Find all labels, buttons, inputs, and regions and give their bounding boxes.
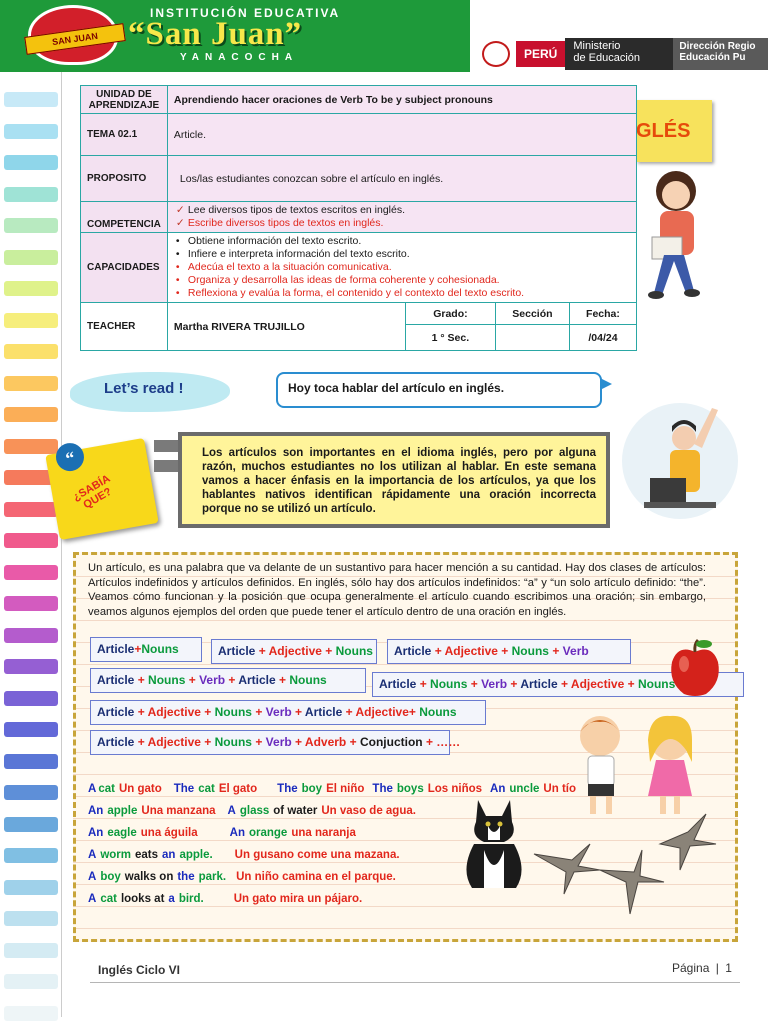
formula-ellipsis: + …… bbox=[422, 735, 461, 749]
footer-course: Inglés Ciclo VI bbox=[98, 963, 181, 977]
formula-4 bbox=[90, 668, 366, 693]
formula-plus: + bbox=[200, 735, 215, 749]
formula-adjective: Adjective bbox=[570, 677, 625, 691]
strip-bar bbox=[4, 974, 58, 989]
example-verb: eats bbox=[134, 849, 159, 861]
color-strip bbox=[0, 72, 62, 1017]
example-noun: apple bbox=[107, 805, 138, 817]
example-article: A bbox=[227, 805, 236, 817]
strip-bar bbox=[4, 155, 58, 170]
formula-nouns: Nouns bbox=[141, 642, 179, 656]
formula-article: Article bbox=[97, 735, 135, 749]
formula-article: Article bbox=[97, 673, 135, 687]
example-noun: boys bbox=[396, 783, 424, 795]
example-verb: looks at bbox=[120, 893, 165, 905]
teacher-label: TEACHER bbox=[81, 303, 168, 351]
example-noun: uncle bbox=[509, 783, 540, 795]
capacidades-list bbox=[167, 233, 636, 303]
strip-bar bbox=[4, 754, 58, 769]
sabia-que-label: ¿SABÍA QUE? bbox=[70, 472, 114, 512]
formula-plus: + bbox=[507, 677, 521, 691]
formula-1 bbox=[90, 637, 202, 662]
info-table bbox=[80, 85, 637, 351]
formula-adjective: Adjective bbox=[147, 735, 201, 749]
example-noun: park. bbox=[198, 871, 227, 883]
example-noun: cat bbox=[198, 783, 215, 795]
strip-bar bbox=[4, 628, 58, 643]
example-translation: Un tío bbox=[543, 783, 576, 795]
example-translation: Un niño camina en el parque. bbox=[236, 871, 396, 883]
example-article: the bbox=[177, 871, 195, 883]
strip-bar bbox=[4, 439, 58, 454]
strip-bar bbox=[4, 92, 58, 107]
formula-adjective: Adjective bbox=[444, 644, 498, 658]
example-article: The bbox=[372, 783, 393, 795]
town-name: YANACOCHA bbox=[180, 52, 299, 63]
strip-bar bbox=[4, 943, 58, 958]
formula-plus: + bbox=[255, 644, 269, 658]
example-translation: Un gusano come una mazana. bbox=[234, 849, 400, 861]
formula-3 bbox=[387, 639, 631, 664]
sabia-que-badge bbox=[45, 438, 158, 540]
example-noun: eagle bbox=[107, 827, 137, 839]
formula-plus: + bbox=[251, 705, 266, 719]
formula-nouns: Nouns bbox=[637, 677, 676, 691]
formula-plus: + bbox=[291, 735, 305, 749]
teacher-value: Martha RIVERA TRUJILLO bbox=[167, 303, 405, 351]
example-noun: bird. bbox=[178, 893, 204, 905]
formula-adjective: Adjective bbox=[268, 644, 322, 658]
ministry-label bbox=[565, 38, 673, 70]
institution-label: INSTITUCIÓN EDUCATIVA bbox=[150, 6, 341, 20]
lets-read-title: Let’s read ! bbox=[70, 372, 230, 412]
strip-bar bbox=[4, 817, 58, 832]
example-article: An bbox=[88, 827, 104, 839]
example-translation: Un gato mira un pájaro. bbox=[233, 893, 363, 905]
strip-bar bbox=[4, 533, 58, 548]
fecha-value: /04/24 bbox=[569, 325, 636, 351]
example-article: The bbox=[277, 783, 298, 795]
formula-nouns: Nouns bbox=[148, 673, 186, 687]
school-banner bbox=[0, 0, 470, 72]
example-article: A bbox=[88, 893, 97, 905]
footer-divider bbox=[90, 982, 740, 983]
example-word: of water bbox=[273, 805, 318, 817]
formula-plus: + bbox=[134, 642, 142, 656]
competencia-list bbox=[167, 202, 636, 233]
cat-icon bbox=[458, 790, 528, 890]
formula-article: Article bbox=[394, 644, 432, 658]
formula-verb: Verb bbox=[481, 677, 508, 691]
competencia-label: COMPETENCIA bbox=[81, 202, 168, 233]
proposito-value: Los/las estudiantes conozcan sobre el artículo en inglés. bbox=[167, 156, 636, 202]
strip-bar bbox=[4, 502, 58, 517]
ministry-line-1: Ministerio bbox=[573, 40, 621, 52]
ingles-tag: GLÉS bbox=[636, 100, 712, 162]
capacidad-item: • Obtiene información del texto escrito. bbox=[174, 235, 630, 248]
formula-plus: + bbox=[321, 644, 336, 658]
example-noun: glass bbox=[239, 805, 270, 817]
school-crest-icon bbox=[28, 5, 118, 65]
example-line-4 bbox=[88, 849, 404, 861]
school-name: “San Juan” bbox=[128, 16, 303, 52]
formula-plus: + bbox=[416, 677, 431, 691]
example-article: an bbox=[162, 849, 176, 861]
example-translation: una naranja bbox=[291, 827, 356, 839]
example-translation: Una manzana bbox=[141, 805, 216, 817]
formula-nouns: Nouns bbox=[430, 677, 468, 691]
intro-paragraph: Un artículo, es una palabra que va delante de un sustantivo para hacer mención a su cantidad. Hay dos clases de artículos: Artículos indefinidos y artículos definidos. En inglés, sólo hay dos artículos indefinidos: “a” y “un solo artículo definido: “the”. Veamos cómo funcionan y la posición que ocupa generalmente el artículo cuando escribimos una oración; sin embargo, veamos algunos ejemplos del orden que puede tener el artículo dentro de una oración en inglés. bbox=[88, 562, 706, 618]
strip-bar bbox=[4, 596, 58, 611]
ministry-logo bbox=[470, 36, 768, 72]
page-number: 1 bbox=[725, 961, 732, 975]
formula-plus: + bbox=[275, 673, 290, 687]
example-line-6 bbox=[88, 893, 366, 905]
capacidad-item: • Organiza y desarrolla las ideas de forma coherente y cohesionada. bbox=[174, 274, 630, 287]
example-translation: Un gato bbox=[118, 783, 162, 795]
did-you-know-note: Los artículos son importantes en el idioma inglés, pero por alguna razón, muchos estudiantes no los utilizan al hablar. En este semana vamos a hacer énfasis en la importancia de los artículos, ya que los hablantes nativos identifican rápidamente una oración incorrecta porque no se utilizó un artículo. bbox=[178, 432, 610, 528]
page-separator: | bbox=[715, 961, 719, 975]
formula-plus: + bbox=[185, 673, 200, 687]
formula-nouns: Nouns bbox=[511, 644, 549, 658]
strip-bar bbox=[4, 313, 58, 328]
header bbox=[0, 0, 768, 72]
competencia-item: ✓ Lee diversos tipos de textos escritos en inglés. bbox=[174, 204, 630, 217]
formula-nouns: Nouns bbox=[415, 705, 457, 719]
formula-plus: + bbox=[225, 673, 239, 687]
formula-6 bbox=[90, 700, 486, 725]
formula-plus: + bbox=[134, 735, 148, 749]
strip-bar bbox=[4, 281, 58, 296]
student-laptop-icon bbox=[620, 386, 740, 536]
example-noun: cat bbox=[98, 783, 115, 795]
formula-plus: + bbox=[134, 673, 149, 687]
page-label: Página bbox=[672, 961, 710, 975]
capacidad-item: • Infiere e interpreta información del texto escrito. bbox=[174, 248, 630, 261]
formula-verb: Verb bbox=[265, 705, 292, 719]
formula-plus: + bbox=[497, 644, 512, 658]
example-translation: El gato bbox=[218, 783, 258, 795]
kids-icon bbox=[566, 710, 706, 820]
strip-bar bbox=[4, 722, 58, 737]
formula-7 bbox=[90, 730, 461, 755]
strip-bar bbox=[4, 565, 58, 580]
formula-article: Article bbox=[97, 642, 135, 656]
formula-2 bbox=[211, 639, 377, 664]
formula-nouns: Nouns bbox=[289, 673, 327, 687]
example-noun: worm bbox=[100, 849, 131, 861]
formula-nouns: Nouns bbox=[335, 644, 373, 658]
formula-plus: + bbox=[557, 677, 571, 691]
strip-bar bbox=[4, 376, 58, 391]
formula-article: Article bbox=[379, 677, 417, 691]
formula-adverb: Adverb bbox=[304, 735, 347, 749]
capacidades-label: CAPACIDADES bbox=[81, 233, 168, 303]
seccion-value bbox=[495, 325, 569, 351]
peru-shield-icon bbox=[482, 41, 510, 67]
example-translation: una águila bbox=[140, 827, 198, 839]
strip-bar bbox=[4, 218, 58, 233]
strip-bar bbox=[4, 250, 58, 265]
strip-bar bbox=[4, 344, 58, 359]
example-translation: El niño bbox=[326, 783, 365, 795]
speech-bubble: Hoy toca hablar del artículo en inglés. bbox=[276, 372, 602, 408]
formula-article: Article bbox=[218, 644, 256, 658]
formula-plus: + bbox=[548, 644, 563, 658]
example-line-3 bbox=[88, 827, 360, 839]
example-noun: cat bbox=[100, 893, 117, 905]
peru-label: PERÚ bbox=[516, 41, 565, 67]
example-translation: Un vaso de agua. bbox=[321, 805, 416, 817]
formula-verb: Verb bbox=[265, 735, 292, 749]
example-noun: boy bbox=[301, 783, 323, 795]
tema-label: TEMA 02.1 bbox=[81, 114, 168, 156]
formula-plus: + bbox=[291, 705, 305, 719]
strip-bar bbox=[4, 848, 58, 863]
reading-girl-icon bbox=[634, 165, 714, 300]
formula-article: Article bbox=[238, 673, 276, 687]
example-article: An bbox=[88, 805, 104, 817]
formula-plus: + bbox=[134, 705, 148, 719]
example-noun: boy bbox=[100, 871, 121, 883]
formula-plus: + bbox=[467, 677, 482, 691]
capacidad-item: • Adecúa el texto a la situación comunicativa. bbox=[174, 261, 630, 274]
unidad-value: Aprendiendo hacer oraciones de Verb To be y subject pronouns bbox=[167, 86, 636, 114]
capacidad-item: • Reflexiona y evalúa la forma, el contenido y el contexto del texto escrito. bbox=[174, 287, 630, 300]
formula-nouns: Nouns bbox=[214, 705, 252, 719]
birds-icon bbox=[530, 810, 720, 930]
formula-adjective: Adjective+ bbox=[355, 705, 416, 719]
formula-plus: + bbox=[251, 735, 266, 749]
apple-icon bbox=[664, 638, 726, 700]
direccion-label bbox=[673, 38, 768, 70]
proposito-label: PROPOSITO bbox=[81, 156, 168, 202]
example-verb: walks on bbox=[124, 871, 174, 883]
strip-bar bbox=[4, 124, 58, 139]
strip-bar bbox=[4, 691, 58, 706]
formula-plus: + bbox=[624, 677, 638, 691]
strip-bar bbox=[4, 407, 58, 422]
footer-page-number bbox=[672, 961, 732, 975]
example-noun: apple. bbox=[179, 849, 213, 861]
crest-ribbon: SAN JUAN bbox=[24, 23, 126, 55]
example-translation: Los niños bbox=[427, 783, 483, 795]
tema-value: Article. bbox=[167, 114, 636, 156]
strip-bar bbox=[4, 187, 58, 202]
example-article: A bbox=[88, 849, 97, 861]
strip-bar bbox=[4, 659, 58, 674]
formula-plus: + bbox=[200, 705, 215, 719]
formula-adjective: Adjective bbox=[147, 705, 201, 719]
formula-conjunction: Conjuction bbox=[359, 735, 423, 749]
strip-bar bbox=[4, 911, 58, 926]
formula-nouns: Nouns bbox=[214, 735, 252, 749]
grado-value: 1 ° Sec. bbox=[405, 325, 495, 351]
example-article: An bbox=[490, 783, 506, 795]
quote-icon: “ bbox=[54, 441, 86, 473]
competencia-item: ✓ Escribe diversos tipos de textos en inglés. bbox=[174, 217, 630, 230]
unidad-label: UNIDAD DE APRENDIZAJE bbox=[81, 86, 168, 114]
fecha-label: Fecha: bbox=[569, 303, 636, 325]
ministry-line-2: de Educación bbox=[573, 52, 641, 64]
formula-plus: + bbox=[342, 705, 356, 719]
strip-bar bbox=[4, 880, 58, 895]
direccion-line-2: Educación Pu bbox=[679, 52, 746, 63]
formula-article: Article bbox=[520, 677, 558, 691]
grado-label: Grado: bbox=[405, 303, 495, 325]
example-article: A bbox=[88, 783, 97, 795]
example-line-5 bbox=[88, 871, 400, 883]
strip-bar bbox=[4, 1006, 58, 1021]
example-noun: orange bbox=[248, 827, 288, 839]
example-article: A bbox=[88, 871, 97, 883]
strip-bar bbox=[4, 785, 58, 800]
formula-verb: Verb bbox=[562, 644, 589, 658]
example-article: An bbox=[229, 827, 245, 839]
formula-plus: + bbox=[431, 644, 445, 658]
example-article: The bbox=[173, 783, 195, 795]
example-line-2 bbox=[88, 805, 420, 817]
formula-article: Article bbox=[304, 705, 343, 719]
example-article: a bbox=[168, 893, 175, 905]
formula-plus: + bbox=[346, 735, 360, 749]
seccion-label: Sección bbox=[495, 303, 569, 325]
direccion-line-1: Dirección Regio bbox=[679, 41, 756, 52]
formula-article: Article bbox=[97, 705, 135, 719]
formula-verb: Verb bbox=[199, 673, 226, 687]
